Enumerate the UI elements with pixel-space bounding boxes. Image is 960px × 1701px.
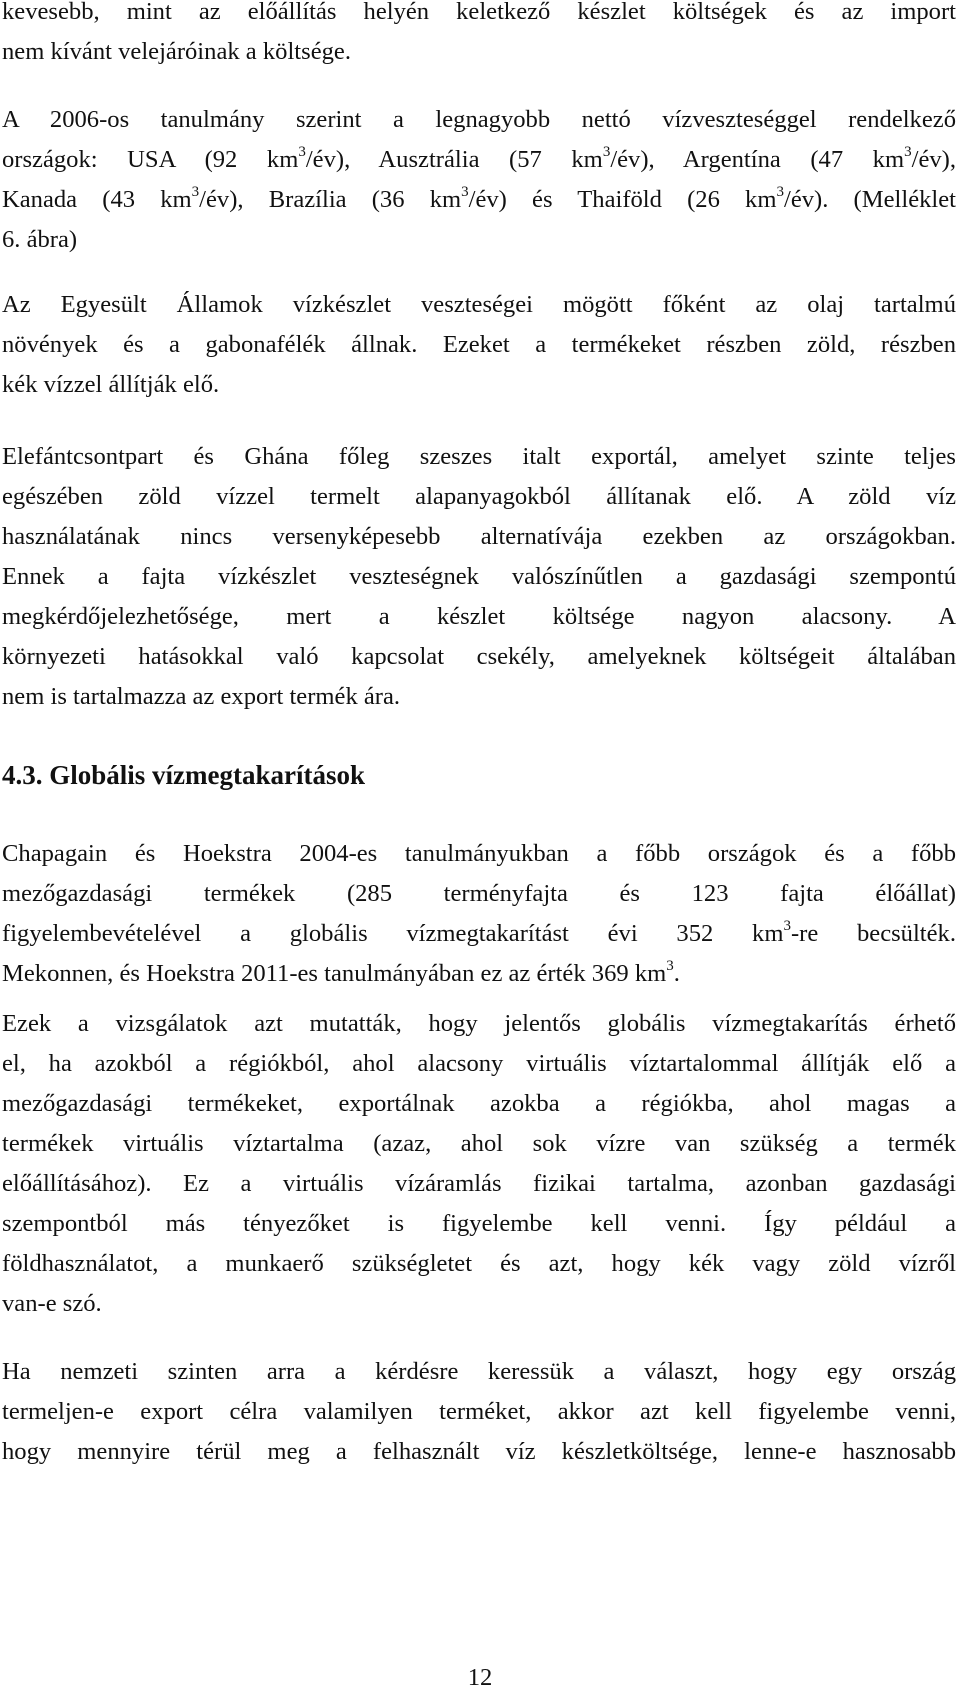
- text-run: /év), Argentína (47 km: [610, 146, 905, 173]
- text-line: 6. ábra): [2, 226, 78, 253]
- text-line: Chapagain és Hoekstra 2004-es tanulmányukban a főbb országok és a főbb: [2, 840, 956, 867]
- text-run: országok: USA (92 km: [2, 146, 299, 173]
- paragraph-net-water-loss: [2, 100, 956, 260]
- text-line: nem kívánt velejáróinak a költsége.: [2, 38, 351, 65]
- superscript: 3: [776, 183, 784, 200]
- text-run: /év), Ausztrália (57 km: [305, 146, 603, 173]
- text-line: földhasználatot, a munkaerő szükségletet és azt, hogy kék vagy zöld vízről: [2, 1250, 956, 1277]
- text-line: hogy mennyire térül meg a felhasznált víz készletköltsége, lenne-e hasznosabb: [2, 1438, 956, 1465]
- text-line: A 2006-os tanulmány szerint a legnagyobb nettó vízveszteséggel rendelkező: [2, 106, 956, 133]
- paragraph-global-savings: [2, 834, 956, 994]
- text-run: /év) és Thaiföld (26 km: [468, 186, 777, 213]
- text-line: szempontból más tényezőket is figyelembe kell venni. Így például a: [2, 1210, 956, 1237]
- superscript: 3: [666, 957, 674, 974]
- page-number: 12: [467, 1664, 493, 1691]
- text-run: /év). (Melléklet: [784, 186, 956, 213]
- text-line: kék vízzel állítják elő.: [2, 371, 220, 398]
- text-run: -re becsülték.: [790, 920, 957, 947]
- paragraph-national-level: [2, 1352, 956, 1472]
- text-run: /év),: [911, 146, 956, 173]
- superscript: 3: [904, 143, 912, 160]
- text-line: kevesebb, mint az előállítás helyén keletkező készlet költségek és az import: [2, 0, 956, 25]
- text-line: el, ha azokból a régiókból, ahol alacsony virtuális víztartalommal állítják elő a: [2, 1050, 956, 1077]
- text-line: termeljen-e export célra valamilyen terméket, akkor azt kell figyelembe venni,: [2, 1398, 956, 1425]
- text-line: van-e szó.: [2, 1290, 102, 1317]
- text-line: Elefántcsontpart és Ghána főleg szeszes italt exportál, amelyet szinte teljes: [2, 443, 956, 470]
- text-line: környezeti hatásokkal való kapcsolat csekély, amelyeknek költségeit általában: [2, 643, 956, 670]
- text-line: [2, 954, 956, 994]
- text-run: .: [673, 960, 680, 987]
- paragraph-continuation: [2, 0, 956, 72]
- text-line: Ezek a vizsgálatok azt mutatták, hogy jelentős globális vízmegtakarítás érhető: [2, 1010, 956, 1037]
- text-line: megkérdőjelezhetősége, mert a készlet költsége nagyon alacsony. A: [2, 603, 956, 630]
- text-line: előállításához). Ez a virtuális vízáramlás fizikai tartalma, azonban gazdasági: [2, 1170, 956, 1197]
- text-line: Ennek a fajta vízkészlet veszteségnek valószínűtlen a gazdasági szempontú: [2, 563, 956, 590]
- text-line: mezőgazdasági termékek (285 terményfajta és 123 fajta élőállat): [2, 880, 956, 907]
- paragraph-usa-losses: [2, 285, 956, 405]
- paragraph-study-findings: [2, 1004, 956, 1324]
- text-line: nem is tartalmazza az export termék ára.: [2, 683, 401, 710]
- text-line: mezőgazdasági termékeket, exportálnak azokba a régiókba, ahol magas a: [2, 1090, 956, 1117]
- text-run: /év), Brazília (36 km: [199, 186, 462, 213]
- superscript: 3: [298, 143, 306, 160]
- text-line: [2, 914, 956, 954]
- section-heading: 4.3. Globális vízmegtakarítások: [2, 760, 365, 790]
- paragraph-ivory-coast-ghana: [2, 437, 956, 717]
- text-line: termékek virtuális víztartalma (azaz, ahol sok vízre van szükség a termék: [2, 1130, 956, 1157]
- superscript: 3: [602, 143, 611, 160]
- text-run: figyelembevételével a globális vízmegtakarítást évi 352 km: [2, 920, 784, 947]
- text-line: Az Egyesült Államok vízkészlet veszteségei mögött főként az olaj tartalmú: [2, 291, 956, 318]
- superscript: 3: [461, 183, 469, 200]
- superscript: 3: [783, 917, 791, 934]
- text-line: növények és a gabonafélék állnak. Ezeket a termékeket részben zöld, részben: [2, 331, 956, 358]
- text-line: Ha nemzeti szinten arra a kérdésre keressük a választ, hogy egy ország: [2, 1358, 956, 1385]
- text-line: használatának nincs versenyképesebb alternatívája ezekben az országokban.: [2, 523, 956, 550]
- text-run: Mekonnen, és Hoekstra 2011-es tanulmányában ez az érték 369 km: [2, 960, 667, 987]
- text-line: [2, 140, 956, 180]
- text-line: [2, 180, 956, 220]
- text-line: egészében zöld vízzel termelt alapanyagokból állítanak elő. A zöld víz: [2, 483, 956, 510]
- text-run: Kanada (43 km: [2, 186, 192, 213]
- superscript: 3: [191, 183, 200, 200]
